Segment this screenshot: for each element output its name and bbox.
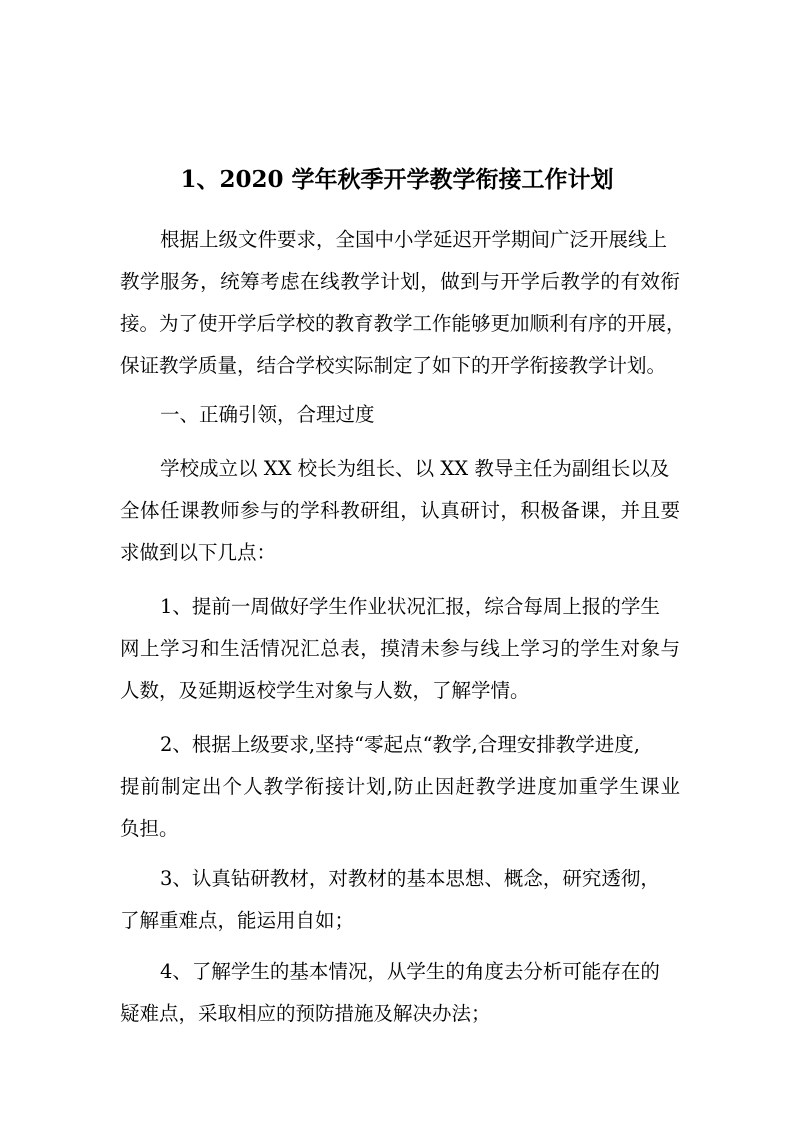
paragraph-2-line-2: 全体任课教师参与的学科教研组，认真研讨，积极备课，并且要 <box>120 499 680 522</box>
item-3-line-2: 了解重难点，能运用自如； <box>120 909 355 932</box>
paragraph-2-line-3: 求做到以下几点： <box>120 541 277 564</box>
item-3-line-1: 3、认真钻研教材，对教材的基本思想、概念，研究透彻， <box>160 867 660 890</box>
paragraph-1-line-3: 接。为了使开学后学校的教育教学工作能够更加顺利有序的开展， <box>120 312 686 335</box>
item-1-line-2: 网上学习和生活情况汇总表，摸清未参与线上学习的学生对象与 <box>120 637 680 660</box>
paragraph-1-line-2: 教学服务，统筹考虑在线教学计划，做到与开学后教学的有效衔 <box>120 270 680 293</box>
paragraph-1-line-1: 根据上级文件要求，全国中小学延迟开学期间广泛开展线上 <box>160 228 668 251</box>
paragraph-1-line-4: 保证教学质量，结合学校实际制定了如下的开学衔接教学计划。 <box>120 354 667 377</box>
item-2-line-2: 提前制定出个人教学衔接计划,防止因赶教学进度加重学生课业 <box>120 775 680 798</box>
item-2-line-3: 负担。 <box>120 817 179 840</box>
section-heading-1: 一、正确引领，合理过度 <box>160 403 375 426</box>
item-2-line-1: 2、根据上级要求,坚持“零起点“教学,合理安排教学进度, <box>160 733 640 756</box>
item-1-line-3: 人数，及延期返校学生对象与人数，了解学情。 <box>120 679 530 702</box>
document-title: 1、2020 学年秋季开学教学衔接工作计划 <box>180 166 614 193</box>
paragraph-2-line-1: 学校成立以 XX 校长为组长、以 XX 教导主任为副组长以及 <box>160 457 670 480</box>
item-4-line-1: 4、了解学生的基本情况，从学生的角度去分析可能存在的 <box>160 960 660 983</box>
item-1-line-1: 1、提前一周做好学生作业状况汇报，综合每周上报的学生 <box>160 595 660 618</box>
item-4-line-2: 疑难点，采取相应的预防措施及解决办法； <box>120 1002 491 1025</box>
